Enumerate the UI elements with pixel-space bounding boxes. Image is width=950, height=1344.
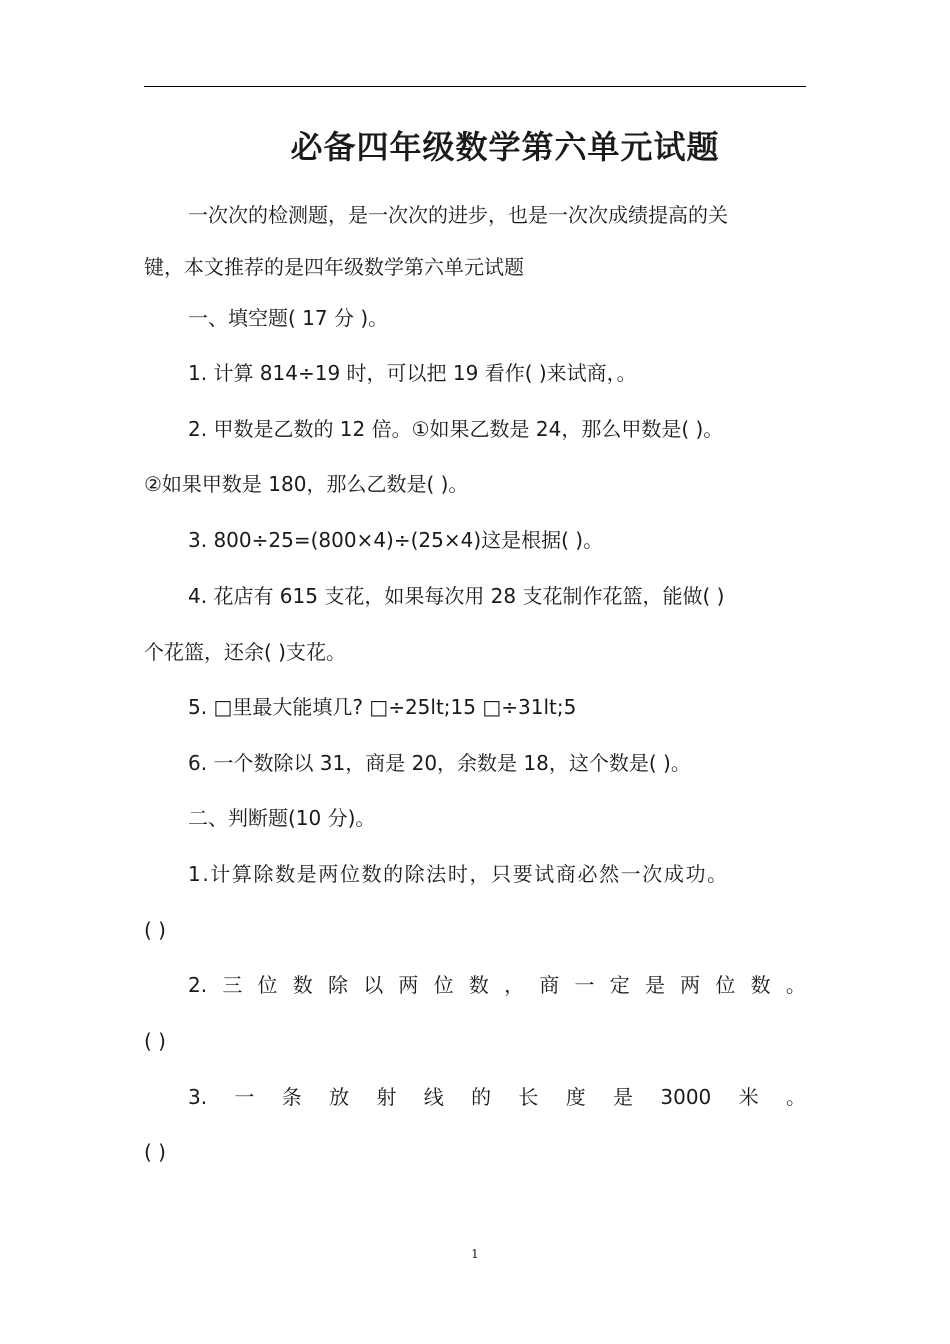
judgement-2-token: ，: [504, 973, 525, 997]
header-rule: [144, 86, 806, 87]
judgement-3-token: 是: [613, 1085, 634, 1109]
judgement-3-token: 放: [329, 1085, 350, 1109]
judgement-3-token: 射: [376, 1085, 397, 1109]
judgement-3-token: 线: [423, 1085, 444, 1109]
judgement-2-token: 三: [222, 973, 243, 997]
judgement-2-token: 一: [574, 973, 595, 997]
judgement-2-token: 除: [327, 973, 348, 997]
judgement-2-token: 两: [398, 973, 419, 997]
judgement-2-token: 2.: [188, 973, 208, 997]
judgement-3: [144, 1083, 806, 1111]
document-title: 必备四年级数学第六单元试题: [290, 128, 720, 166]
judgement-2-token: 定: [609, 973, 630, 997]
judgement-3-paren: ( ): [144, 1140, 166, 1164]
judgement-2-token: 数: [468, 973, 489, 997]
judgement-2-token: 商: [539, 973, 560, 997]
judgement-2-token: 是: [644, 973, 665, 997]
judgement-2-token: 位: [433, 973, 454, 997]
judgement-2-token: 。: [785, 973, 806, 997]
page-number: 1: [471, 1247, 479, 1261]
judgement-3-token: 米: [738, 1085, 759, 1109]
intro-line-1: 一次次的检测题，是一次次的进步，也是一次次成绩提高的关: [188, 203, 728, 227]
question-2-part-a: 2. 甲数是乙数的 12 倍。①如果乙数是 24，那么甲数是( )。: [188, 417, 724, 441]
question-4-part-a: 4. 花店有 615 支花，如果每次用 28 支花制作花篮，能做( ): [188, 584, 725, 608]
judgement-3-token: 一: [234, 1085, 255, 1109]
judgement-3-token: 长: [518, 1085, 539, 1109]
question-2-part-b: ②如果甲数是 180，那么乙数是( )。: [144, 472, 469, 496]
judgement-2-token: 位: [257, 973, 278, 997]
question-6: 6. 一个数除以 31，商是 20，余数是 18，这个数是( )。: [188, 751, 691, 775]
judgement-3-token: 度: [565, 1085, 586, 1109]
question-4-part-b: 个花篮，还余( )支花。: [144, 640, 346, 664]
judgement-2-token: 数: [292, 973, 313, 997]
judgement-3-token: 3000: [660, 1085, 712, 1109]
question-1: 1. 计算 814÷19 时，可以把 19 看作( )来试商，。: [188, 361, 637, 385]
judgement-3-token: 。: [785, 1085, 806, 1109]
judgement-2-token: 位: [715, 973, 736, 997]
judgement-3-token: 3.: [188, 1085, 208, 1109]
section-judgement-heading: 二、判断题(10 分)。: [188, 806, 376, 830]
judgement-1-paren: ( ): [144, 918, 166, 942]
judgement-2-token: 数: [750, 973, 771, 997]
judgement-1: 1.计算除数是两位数的除法时，只要试商必然一次成功。: [188, 862, 729, 886]
judgement-3-token: 条: [281, 1085, 302, 1109]
intro-line-2: 键，本文推荐的是四年级数学第六单元试题: [144, 255, 524, 279]
judgement-2-token: 两: [680, 973, 701, 997]
question-3: 3. 800÷25=(800×4)÷(25×4)这是根据( )。: [188, 528, 604, 552]
judgement-2-token: 以: [363, 973, 384, 997]
judgement-2-paren: ( ): [144, 1029, 166, 1053]
judgement-3-token: 的: [471, 1085, 492, 1109]
judgement-2: [144, 971, 806, 999]
question-5: 5. □里最大能填几? □÷25lt;15 □÷31lt;5: [188, 695, 577, 719]
section-fill-in-heading: 一、填空题( 17 分 )。: [188, 306, 389, 330]
